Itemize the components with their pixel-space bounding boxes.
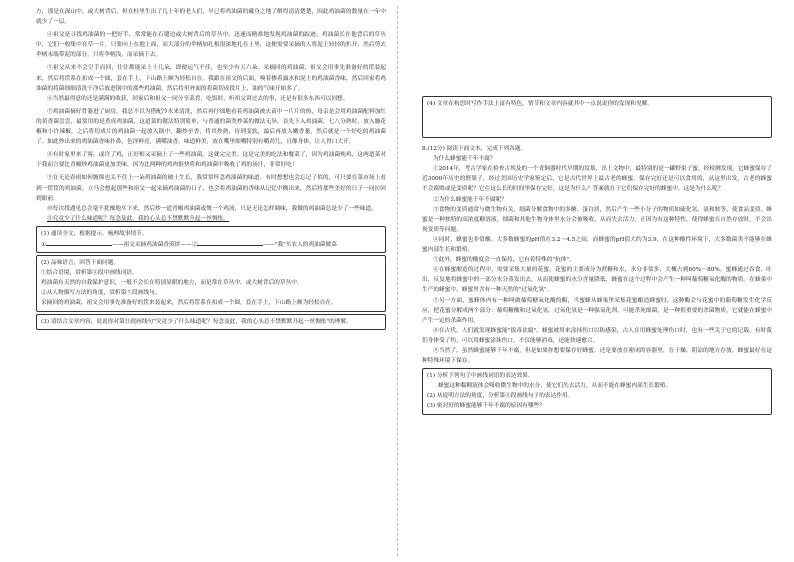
article-paragraph: ⑦另一方面，蜜蜂体内有一种叫做葡萄糖氧化酶的酶，当蜜蜂从蜂巢里采集花蜜酿造蜂蜜时，这种酶会与花蜜中的葡萄糖发生化学反应，把花蜜分解成两个部分：葡萄糖酸和过氧化氢，过氧化氢是一种强氧化剂，可能杀死细菌，是一种很重要的杀菌物质，它就能在蜂蜜中产生一定的杀菌作用。 xyxy=(422,297,772,324)
question-4-box xyxy=(422,96,772,138)
passage-paragraph: ④祖父是寻找鸡油菌的一把好手，常常能在石缝边或大树背后的草丛中，迅速而精准地发现鸡油菌的踪迹。鸡油菌长在他背后的草丛中，它们一般集中在草一片，只要向上在地上面，而大部分的伞柄加扎根很深地扎在土里，这便需要采摘的人将泥土轻轻的扒开，然后剪去伞柄末端带泥的部分，只将伞柄浅，而采摘下去。 xyxy=(36,32,386,59)
section-heading: 8.(12分) 阅读下面文本，完成下列各题。 xyxy=(422,146,527,153)
question-4: (4) 文章在构思时写作手法上富有特色，情节和文章内容就其中一点说说你的发现和见解。 xyxy=(427,101,653,107)
passage-paragraph: ⑨在无论春雨如何缠绵也关不住上一朵鸡油菌的破土生长，我常常怀念鸡油菌的味道。有时想想也会忘记了似的，可只要在菜市场上看到一筐筐的鸡油菌，立马会想起那些和祖父一起采摘鸡油菌的日子，也会将鸡油菌的香味从记忆中搬出来，然后将那些美好的日子一同拉回到眼前。 xyxy=(36,175,386,202)
passage-paragraph: 方，那是在深山中，或大树背后，但在柱里生出了几十年的老人们，早已将鸡油菌的藏身之地了解得清清楚楚，因此鸡油菌的数量在一年中就少了一层。 xyxy=(36,9,386,26)
right-column xyxy=(422,0,772,415)
question-3: (3) 请结合文章内容，说说你对第⑪段画线句"究竟少了什么味道呢？每念及此，我的心头总不禁默默升起一丝惆怅"的理解。 xyxy=(41,318,352,325)
question-3-box xyxy=(36,314,386,330)
question-1-box xyxy=(36,226,386,253)
passage-paragraph: ⑩每次找遇见总会毫不犹豫地买下来，然后炒一道青椒鸡油菌或煲一个鸡汤，只是无论怎样调味，我做的鸡油菌总是少了一些味道。 xyxy=(47,205,377,212)
article-paragraph: ②为什么蜂蜜能千年不腐呢？ xyxy=(433,196,507,203)
article-questions-box xyxy=(422,368,772,414)
article-paragraph: ⑨当然了，虽然蜂蜜能够千年不腐，但是如果你想要保存好蜂蜜，还是要放在密闭的容器里，在干燥、阴凉的地方存放。蜂蜜最好在这种特殊环境下保存。 xyxy=(422,347,772,365)
answer-blank-1[interactable] xyxy=(46,239,112,246)
question-2a-quote: 鸡油菌有天然的自我保护意识，一般不会长在特别显眼的地方，而是常在草丛中，或大树背后的草丛中。 xyxy=(41,280,303,287)
article-paragraph: ①2014年，考古学家在检查古埃及的一个青铜器时代早期的坟墓，出土文物中，最特别的是一罐野果子蜜，经检测发现，它蜂蜜保存了近3000年历史的野果子，经过美国历史学家鉴定后，它是古代世界上最古老的蜂蜜。保存完好还是可以食用的，从这里出发，古老的蜂蜜不会腐败或是变质呢？它在这么长的时间里保存完好，这是为什么？答案就在于它们保存完好的蜂蜜中，这是为什么呢？ xyxy=(422,166,772,193)
article-question-1-quote: 蜂蜜这种黏稠液体会吸收微生物中的水分，使它们失去活力，从而不能在蜂蜜内部生长繁殖。 xyxy=(438,383,672,390)
article-question-1: (1) 分析下列句子中画线词语的表达效果。 xyxy=(427,373,534,380)
question-2-title: (2) 品味语言，回答下面问题。 xyxy=(41,260,120,267)
article-question-3: (3) 密封好的蜂蜜能够千年不腐的原因有哪些？ xyxy=(427,403,545,410)
plot-end-label: ——"我"买农人的鸡油菌做菜 xyxy=(263,241,337,248)
passage-paragraph: ⑥当然最得意的还是满满的收获，回家后和祖父一同分享菜肴，吃饭时，听祖父讲过去的事，还是有很多东西可以回想。 xyxy=(47,95,349,102)
question-2b: ②从人物描写方法的角度，赏析第⑤段画线句。 xyxy=(41,290,161,297)
question-1-title: (1) 通读全文，根据提示，梳理故事情节。 xyxy=(41,230,148,237)
passage-paragraph: ⑧有时家里来了客，或许了鸡，正好相又采摘上了一些鸡油菌，这就完完美。这是完美的吃法和餐菜了，因为鸡油菌炖鸡，这两道菜对于我而言要比青椒炒鸡油菌更加美味，因为比两种的鸡肉很快将和鸡油菌中吸收了鸡的汤汁，非常好吃！ xyxy=(36,152,386,169)
article-paragraph: ⑧在古代，人们就发现蜂蜜能"拔毒祛腐"，蜂蜜被用来涂抹伤口以防感染，古人在用蜂蜜处理伤口时，也有一些关于它的记载。有时我们身体受了伤，可以用蜂蜜涂抹伤口，不仅能够消毒，还能快速愈合。 xyxy=(422,327,772,344)
article-question-2: (2) 从说明方法的角度，分析第⑥段画线句子的表达作用。 xyxy=(427,393,574,400)
answer-blank-2[interactable] xyxy=(197,239,263,246)
passage-paragraph: ⑦鸡油菌摘好背篓进了厨房，我总不以为搭配冷水来清洗，然后再仔细地看着鸡油菌被火苗中一片片的热，母亲是会用鸡油菌配料加红的黄香菌尝尝，最常用的是煮成鸡油菌，这道菜的做法特别简单，与普通的菌类炒菜的做法无异，首先下入鸡油菌，七八分熟时，放入腌花椒和小许辣椒，之后将切成片的鸡油菌一起放入锅中，翻炒至香，将其炒熟，待到变软，最后再放入嫩香葱，然后就是一个好吃的鸡油菌了。如此炒出来的鸡油菌香味扑鼻，色泽鲜亮，满嘴油香，味道鲜美，放在嘴里细嚼特别有嚼劲儿，且像身体，让人胃口大开。 xyxy=(36,108,386,146)
article-paragraph: ③食物的变质通常与微生物有关，细菌分解食物中的多糖、蛋白质，然后产生一些小分子的物质如硫化氢、氨和胺等，使食品变质。蜂蜜是一种独特的高浓度糖溶液，细菌和其他生物身体里水分会被吸收，从而失去活力。正因为有这种特性，使得蜂蜜在自然存放时，不会出现变质等问题。 xyxy=(422,206,772,233)
question-2b-quote: 采摘回的鸡油菌，祖父会用事先准备好的筐来装起来，然后将筐系在扣成一个圆，套在手上，下山路上颇为轻松自在。 xyxy=(41,300,337,307)
left-column xyxy=(36,0,386,330)
article-paragraph: ④同时，蜂蜜也非常酸。大多数蜂蜜的pH值在3.2～4.5之间，而蜂蜜的pH值大约为3.9，在这种酸性环境下，大多数菌类不能够在蜂蜜内部生长和繁殖。 xyxy=(422,236,772,254)
plot-mid-label: ——祖父采摘鸡油菌香煎饼——② xyxy=(112,241,198,248)
question-2a: ①结合语境，赏析第④段中画线词语。 xyxy=(41,270,138,277)
plot-start-label: ① xyxy=(41,241,47,248)
question-1-plot-line xyxy=(41,239,381,250)
article-title: 为什么蜂蜜能千年不腐？ xyxy=(433,156,496,163)
passage-paragraph: ⑤祖父从来不会空手而回，往往都能采上十几朵，即便运气不佳，也至少有五六朵。采摘回的鸡油菌，祖父会用事先准备好的筐装起来，然后将筐系在扣成一个圆，套在手上，下山路上颇为轻松自在。我跟在祖父的后面，嗅着掺着露水和泥土的鸡油菌香味，然后回家将鸡油菌的将菌细细清洗干净后放进锅中的那些鸡油菌，然后将里外面的将菌切成段片上，油的气味开始多了。 xyxy=(36,65,386,92)
article-paragraph: ⑤此外，蜂蜜的酸度会一直保持，它有着特殊的"抗体"。 xyxy=(433,257,575,264)
column-divider xyxy=(397,6,398,556)
question-2-box xyxy=(36,255,386,311)
article-paragraph: ⑥在蜂蜜酿造的过程中，需要采集大量的花蜜，花蜜的主要成分为蔗糖和水，水分非常多，大概占到60%～80%。蜜蜂通过吞食、吐出，反复地将蜂蜜中的一部分水分蒸发出去，从而使蜂蜜的水分含量降低，蜂蜜在这个过程中会产生一种叫葡萄糖氧化酶的物质。在蜂巢中生产的蜂蜜中，蜂蜜里含有一种天然的"过氧化氢"。 xyxy=(422,267,772,294)
passage-paragraph-underlined: ⑪究竟少了什么味道呢？每念及此，我的心头总不禁默默升起一丝惆怅。 xyxy=(47,215,229,222)
